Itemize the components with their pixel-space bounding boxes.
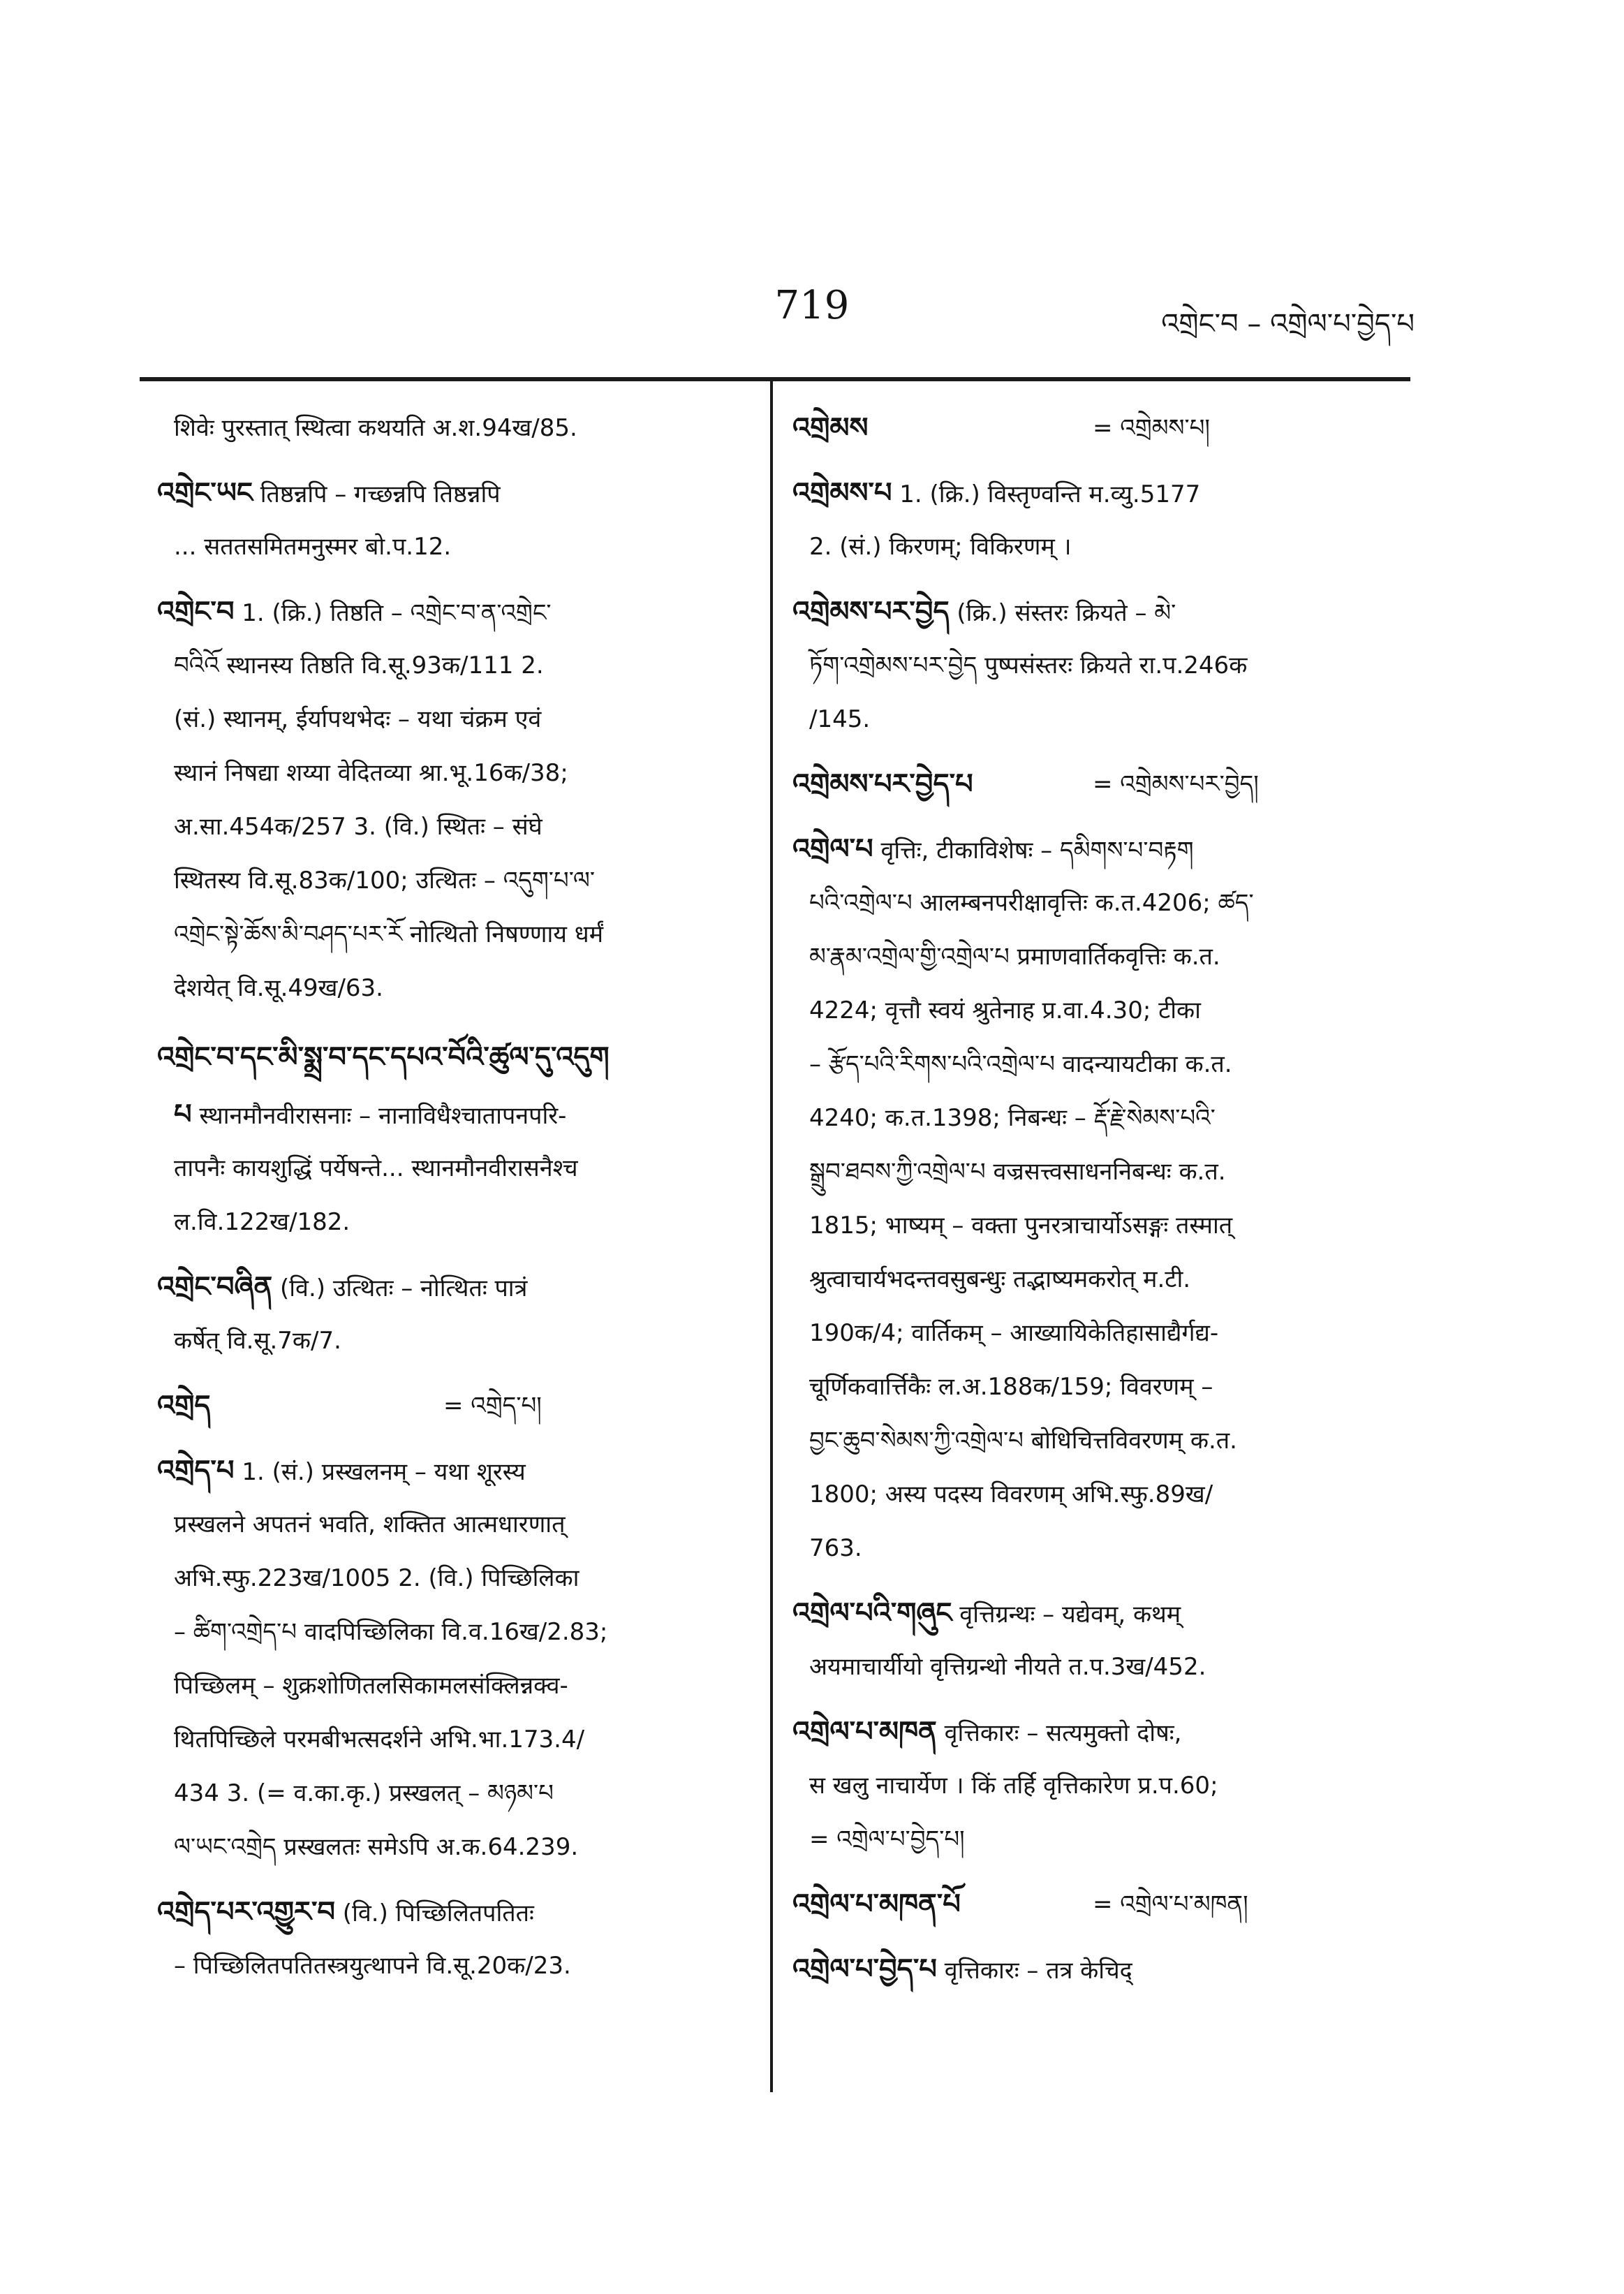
entry-text: (वि.) पिच्छिलितपतितः — [335, 1899, 534, 1927]
entry-line — [157, 1659, 747, 1713]
entry-text: पिच्छिलम् – शुक्रशोणितलसिकामलसंक्लिन्नक्व- — [174, 1672, 568, 1700]
entry-text: वृत्तिकारः – तत्र केचिद् — [936, 1957, 1132, 1985]
entry-text: བའིའོ स्थानस्य तिष्ठति वि.सू.93क/111 2. — [174, 652, 544, 679]
entry-text: (वि.) उत्थितः – नोत्थितः पात्रं — [272, 1274, 528, 1302]
entry-text: /145. — [809, 705, 871, 733]
headword: འགྲེད་པ — [157, 1455, 235, 1487]
headword: འགྲེལ་པ་མཁན་པོ — [792, 1888, 961, 1920]
entry-text: 763. — [809, 1534, 862, 1562]
headword: འགྲེམས་པར་བྱེད — [792, 596, 950, 628]
entry-text: स्थानमौनवीरासनाः – नानाविधैश्चातापनपरि- — [191, 1102, 567, 1130]
entry-line — [792, 1640, 1393, 1694]
cross-reference: = འགྲེལ་པ་མཁན། — [1093, 1890, 1248, 1918]
headword: འགྲེད་པར་འགྱུར་བ — [157, 1896, 335, 1928]
entry-line — [792, 1878, 1393, 1932]
entry-text: अभि.स्फु.223ख/1005 2. (वि.) पिच्छिलिका — [174, 1564, 580, 1592]
headword: འགྲེང་བཞིན — [157, 1271, 273, 1303]
entry-line — [792, 758, 1393, 811]
entry-text: तिष्ठन्नपि – गच्छन्नपि तिष्ठन्नपि — [252, 480, 501, 508]
entry-line — [157, 1605, 747, 1659]
entry-line — [157, 1314, 747, 1368]
entry-line — [792, 520, 1393, 574]
entry-text: = འགྲེལ་པ་བྱེད་པ། — [809, 1825, 965, 1853]
entry-text: वृत्तिग्रन्थः – यद्येवम्, कथम् — [952, 1601, 1181, 1628]
cross-reference: = འགྲེམས་པ། — [1093, 414, 1210, 442]
entry-text: कर्षेत् वि.सू.7क/7. — [174, 1327, 341, 1355]
entry-line — [157, 1444, 747, 1498]
headword: འགྲེང་ཡང — [157, 477, 253, 509]
entry-text: (सं.) स्थानम्, ईर्यापथभेदः – यथा चंक्रम एवं — [174, 705, 542, 733]
entry-line — [792, 1038, 1393, 1091]
entry-text: अयमाचार्यीयो वृत्तिग्रन्थो नीयते त.प.3ख/452. — [809, 1653, 1206, 1681]
entry-line — [157, 402, 747, 455]
headword: འགྲེལ་པ — [792, 833, 873, 865]
headword: པ — [174, 1098, 192, 1131]
entry-text: ལ་ཡང་འགྲེད प्रस्खलतः समेऽपि अ.क.64.239. — [174, 1833, 579, 1861]
entry-line — [792, 639, 1393, 693]
entry-text: – पिच्छिलितपतितस्त्रयुत्थापने वि.सू.20क/23. — [174, 1952, 571, 1980]
entry-line — [157, 962, 747, 1015]
entry-line — [792, 1705, 1393, 1759]
column-divider — [770, 381, 773, 2092]
right-column — [792, 402, 1393, 1997]
entry-line — [157, 693, 747, 747]
headword: འགྲེམས་པར་བྱེད་པ — [792, 768, 973, 800]
headword: འགྲེལ་པ་བྱེད་པ — [792, 1953, 937, 1985]
entry-line — [157, 466, 747, 520]
headword: འགྲེལ་པ་མཁན — [792, 1716, 937, 1748]
page-number: 719 — [774, 283, 850, 328]
entry-line — [157, 1821, 747, 1874]
entry-text: བྱང་ཆུབ་སེམས་ཀྱི་འགྲེལ་པ बोधिचित्तविवरणम् क.त. — [809, 1427, 1237, 1455]
entry-text: 1. (क्रि.) विस्तृण्वन्ति म.व्यु.5177 — [892, 480, 1201, 508]
entry-text: अ.सा.454क/257 3. (वि.) स्थितः – संघे — [174, 813, 542, 841]
entry-text: 1. (क्रि.) तिष्ठति – འགྲེང་བ་ན་འགྲེང་ — [234, 599, 552, 627]
entry-line — [792, 1468, 1393, 1522]
entry-line — [792, 1145, 1393, 1199]
entry-line — [157, 585, 747, 639]
entry-text: स्थितस्य वि.सू.83क/100; उत्थितः – འདུག་པ་ལ་ — [174, 867, 595, 895]
entry-line — [157, 1142, 747, 1196]
entry-line — [792, 693, 1393, 747]
entry-line — [157, 1379, 747, 1433]
entry-text: (क्रि.) संस्तरः क्रियते – མེ་ — [949, 599, 1176, 627]
entry-line — [792, 1253, 1393, 1307]
entry-line — [157, 1498, 747, 1552]
entry-line — [792, 466, 1393, 520]
entry-line — [792, 930, 1393, 984]
entry-text: པའི་འགྲེལ་པ आलम्बनपरीक्षावृत्तिः क.त.4206; ཚད་ — [809, 889, 1254, 917]
entry-text: སྒྲུབ་ཐབས་ཀྱི་འགྲེལ་པ वज्रसत्त्वसाधननिबन्धः क.त. — [809, 1158, 1226, 1186]
entry-text: वृत्तिः, टीकाविशेषः – དམིགས་པ་བརྟག — [873, 837, 1194, 865]
entry-text: थितपिच्छिले परमबीभत्सदर्शने अभि.भा.173.4/ — [174, 1726, 585, 1753]
entry-line — [792, 823, 1393, 876]
entry-line — [157, 1713, 747, 1767]
entry-line — [792, 1414, 1393, 1468]
entry-line — [157, 747, 747, 800]
entry-line — [157, 1027, 747, 1088]
entry-text: མ་རྣམ་འགྲེལ་གྱི་འགྲེལ་པ प्रमाणवार्तिकवृत्तिः क.त. — [809, 943, 1220, 971]
entry-text: – ཚིག་འགྲེད་པ वादपिच्छिलिका वि.व.16ख/2.83; — [174, 1618, 608, 1646]
entry-text: वृत्तिकारः – सत्यमुक्तो दोषः, — [936, 1719, 1182, 1747]
headword: འགྲེམས་པ — [792, 477, 892, 509]
entry-text: स खलु नाचार्येण । किं तर्हि वृत्तिकारेण प्र.प.60; — [809, 1772, 1218, 1800]
entry-text: तापनैः कायशुद्धिं पर्येषन्ते... स्थानमौनवीरासनैश्च — [174, 1154, 578, 1182]
entry-text: शिवेः पुरस्तात् स्थित्वा कथयति अ.श.94ख/85. — [174, 414, 577, 442]
entry-text: 1800; अस्य पदस्य विवरणम् अभि.स्फु.89ख/ — [809, 1480, 1213, 1508]
entry-text: 2. (सं.) किरणम्; विकिरणम् । — [809, 533, 1072, 561]
entry-line — [157, 1196, 747, 1249]
header-rule — [140, 377, 1410, 381]
entry-line — [792, 1813, 1393, 1867]
entry-line — [792, 1307, 1393, 1360]
entry-text: ... सततसमितमनुस्मर बो.प.12. — [174, 533, 452, 561]
entry-text: 4224; वृत्तौ स्वयं श्रुतेनाह प्र.वा.4.30; टीका — [809, 997, 1201, 1024]
entry-line — [792, 1587, 1393, 1640]
entry-line — [792, 1943, 1393, 1997]
entry-line — [157, 800, 747, 854]
entry-text: 434 3. (= व.का.कृ.) प्रस्खलत् – མཉམ་པ — [174, 1779, 554, 1807]
entry-line — [792, 402, 1393, 455]
entry-line — [792, 1522, 1393, 1575]
cross-reference: = འགྲེད་པ། — [443, 1392, 542, 1420]
entry-text: श्रुत्वाचार्यभदन्तवसुबन्धुः तद्भाष्यमकरोत् म.टी. — [809, 1265, 1191, 1293]
headword: འགྲེད — [157, 1390, 211, 1422]
entry-line — [792, 585, 1393, 639]
cross-reference: = འགྲེམས་པར་བྱེད། — [1093, 770, 1259, 798]
entry-line — [792, 1199, 1393, 1253]
entry-line — [157, 854, 747, 908]
running-head: འགྲེང་བ – འགྲེལ་པ་བྱེད་པ — [1161, 308, 1415, 340]
headword: འགྲེལ་པའི་གཞུང — [792, 1597, 952, 1629]
headword: འགྲེང་བ — [157, 596, 235, 628]
entry-text: स्थानं निषद्या शय्या वेदितव्या श्रा.भू.16क/38; — [174, 759, 568, 787]
entry-line — [792, 876, 1393, 930]
headword: འགྲེམས — [792, 412, 869, 444]
entry-line — [157, 908, 747, 962]
entry-text: 1815; भाष्यम् – वक्ता पुनरत्राचार्योऽसङ्गः तस्मात् — [809, 1212, 1233, 1240]
entry-text: 4240; क.त.1398; निबन्धः – རྡོ་རྗེ་སེམས་པའི་ — [809, 1104, 1216, 1132]
entry-line — [157, 520, 747, 574]
entry-line — [157, 1260, 747, 1314]
entry-text: चूर्णिकवार्त्तिकैः ल.अ.188क/159; विवरणम् – — [809, 1373, 1213, 1401]
entry-line — [157, 639, 747, 693]
entry-text: – རྩོད་པའི་རིགས་པའི་འགྲེལ་པ वादन्यायटीका क.त. — [809, 1050, 1232, 1078]
entry-text: 1. (सं.) प्रस्खलनम् – यथा शूरस्य — [234, 1458, 526, 1486]
entry-text: 190क/4; वार्तिकम् – आख्यायिकेतिहासाद्यैर्गद्य- — [809, 1319, 1219, 1347]
entry-line — [157, 1088, 747, 1142]
entry-line — [792, 984, 1393, 1038]
entry-text: འགྲེང་སྟེ་ཆོས་མི་བཤད་པར་རོ नोत्थितो निषण्णाय धर्मं — [174, 920, 604, 948]
entry-line — [792, 1759, 1393, 1813]
entry-text: ल.वि.122ख/182. — [174, 1208, 350, 1236]
entry-line — [157, 1767, 747, 1821]
left-column — [157, 402, 747, 1993]
headword: འགྲེང་བ་དང་མི་སྨྲ་བ་དང་དཔའ་བོའི་ཚུལ་དུ་འདུག — [157, 1041, 610, 1073]
entry-line — [792, 1360, 1393, 1414]
entry-text: ཏོག་འགྲེམས་པར་བྱེད पुष्पसंस्तरः क्रियते रा.प.246क — [809, 652, 1248, 679]
entry-text: देशयेत् वि.सू.49ख/63. — [174, 974, 383, 1002]
entry-line — [157, 1885, 747, 1939]
entry-line — [157, 1939, 747, 1993]
entry-text: प्रस्खलने अपतनं भवति, शक्तित आत्मधारणात् — [174, 1510, 566, 1538]
entry-line — [792, 1091, 1393, 1145]
entry-line — [157, 1552, 747, 1605]
